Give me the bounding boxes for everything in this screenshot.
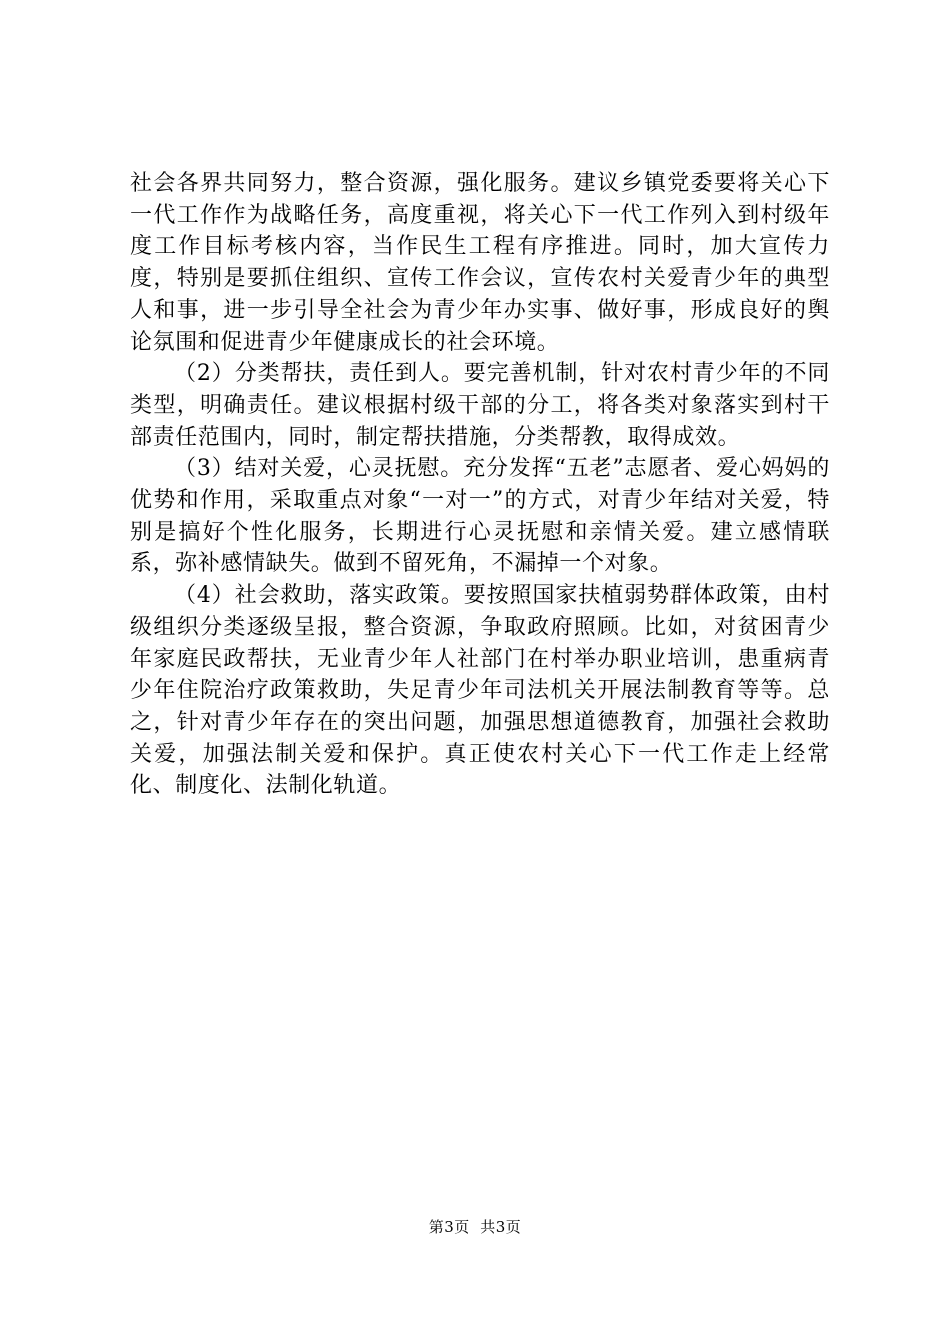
page-number-footer: 第3页 共3页 (428, 1218, 522, 1236)
document-body (130, 168, 830, 802)
paragraph-intro: 社会各界共同努力，整合资源，强化服务。建议乡镇党委要将关心下一代工作作为战略任务，高度重视，将关心下一代工作列入到村级年度工作目标考核内容，当作民生工程有序推进。同时，加大宣传力度，特别是要抓住组织、宣传工作会议，宣传农村关爱青少年的典型人和事，进一步引导全社会为青少年办实事、做好事，形成良好的舆论氛围和促进青少年健康成长的社会环境。 (130, 171, 830, 355)
paragraph-point-2: （2）分类帮扶，责任到人。要完善机制，针对农村青少年的不同类型，明确责任。建议根据村级干部的分工，将各类对象落实到村干部责任范围内，同时，制定帮扶措施，分类帮教，取得成效。 (130, 361, 830, 450)
paragraph-point-3: （3）结对关爱，心灵抚慰。充分发挥“五老”志愿者、爱心妈妈的优势和作用，采取重点对象“一对一”的方式，对青少年结对关爱，特别是搞好个性化服务，长期进行心灵抚慰和亲情关爱。建立感情联系，弥补感情缺失。做到不留死角，不漏掉一个对象。 (130, 456, 830, 577)
paragraph-point-4: （4）社会救助，落实政策。要按照国家扶植弱势群体政策，由村级组织分类逐级呈报，整合资源，争取政府照顾。比如，对贫困青少年家庭民政帮扶，无业青少年人社部门在村举办职业培训，患重病青少年住院治疗政策救助，失足青少年司法机关开展法制教育等等。总之，针对青少年存在的突出问题，加强思想道德教育，加强社会救助关爱，加强法制关爱和保护。真正使农村关心下一代工作走上经常化、制度化、法制化轨道。 (130, 583, 830, 799)
